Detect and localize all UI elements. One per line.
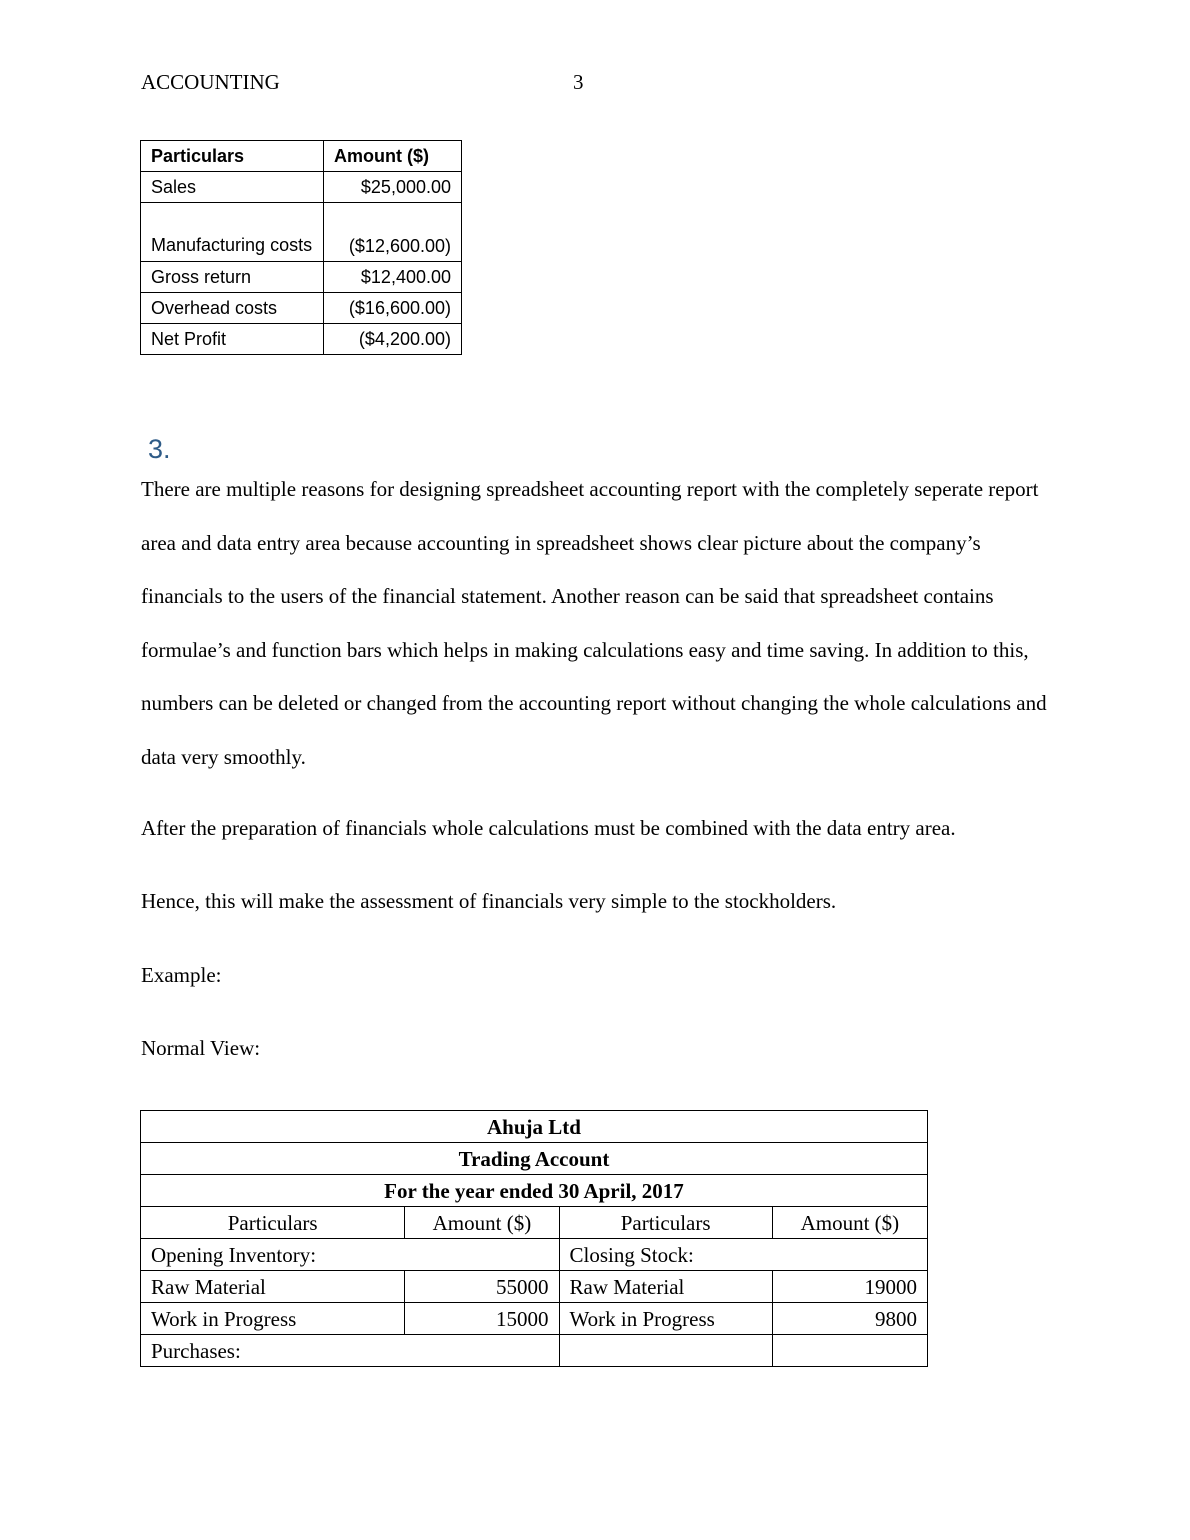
row-amount: $25,000.00 xyxy=(324,172,462,203)
table-row xyxy=(141,1239,928,1271)
closing-stock-label: Closing Stock: xyxy=(559,1239,927,1271)
statement-period: For the year ended 30 April, 2017 xyxy=(141,1175,928,1207)
column-header-particulars: Particulars xyxy=(141,141,324,172)
empty-cell xyxy=(772,1335,927,1367)
normal-view-label: Normal View: xyxy=(141,1036,261,1060)
row-label: Raw Material xyxy=(141,1271,405,1303)
summary-table xyxy=(140,140,462,355)
table-header-row xyxy=(141,1207,928,1239)
table-title-row xyxy=(141,1111,928,1143)
table-row xyxy=(141,1335,928,1367)
column-header-amount-right: Amount ($) xyxy=(772,1207,927,1239)
company-name: Ahuja Ltd xyxy=(141,1111,928,1143)
table-row xyxy=(141,172,462,203)
opening-inventory-label: Opening Inventory: xyxy=(141,1239,560,1271)
example-label: Example: xyxy=(141,963,222,987)
row-label: Sales xyxy=(141,172,324,203)
column-header-particulars-left: Particulars xyxy=(141,1207,405,1239)
row-amount: 55000 xyxy=(405,1271,559,1303)
row-amount: ($4,200.00) xyxy=(324,324,462,355)
body-line-after: After the preparation of financials whole calculations must be combined with the data entry area. xyxy=(141,816,956,840)
table-title-row xyxy=(141,1175,928,1207)
row-amount: ($16,600.00) xyxy=(324,293,462,324)
row-label: Net Profit xyxy=(141,324,324,355)
table-row xyxy=(141,1303,928,1335)
row-amount: 19000 xyxy=(772,1271,927,1303)
table-row xyxy=(141,1271,928,1303)
purchases-label: Purchases: xyxy=(141,1335,560,1367)
statement-title: Trading Account xyxy=(141,1143,928,1175)
row-label: Work in Progress xyxy=(141,1303,405,1335)
row-amount: 9800 xyxy=(772,1303,927,1335)
row-label: Gross return xyxy=(141,262,324,293)
row-amount: $12,400.00 xyxy=(324,262,462,293)
running-header-title: ACCOUNTING xyxy=(141,70,280,94)
body-paragraph: There are multiple reasons for designing spreadsheet accounting report with the completely seperate report area and data entry area because accounting in spreadsheet shows clear picture about the company’s financials to the users of the financial statement. Another reason can be said that spreadsheet contains formulae’s and function bars which helps in making calculations easy and time saving. In addition to this, numbers can be deleted or changed from the accounting report without changing the whole calculations and data very smoothly. xyxy=(141,477,1047,769)
trading-account-table xyxy=(140,1110,928,1367)
table-header-row xyxy=(141,141,462,172)
body-line-hence: Hence, this will make the assessment of financials very simple to the stockholders. xyxy=(141,889,837,913)
row-label: Raw Material xyxy=(559,1271,772,1303)
row-amount: ($12,600.00) xyxy=(324,203,462,262)
page-number: 3 xyxy=(573,70,584,94)
table-row xyxy=(141,262,462,293)
table-row xyxy=(141,324,462,355)
empty-cell xyxy=(559,1335,772,1367)
section-heading: 3. xyxy=(148,434,171,464)
row-label: Overhead costs xyxy=(141,293,324,324)
table-title-row xyxy=(141,1143,928,1175)
row-label: Work in Progress xyxy=(559,1303,772,1335)
column-header-particulars-right: Particulars xyxy=(559,1207,772,1239)
table-row xyxy=(141,203,462,262)
row-label: Manufacturing costs xyxy=(141,203,324,262)
column-header-amount-left: Amount ($) xyxy=(405,1207,559,1239)
table-row xyxy=(141,293,462,324)
column-header-amount: Amount ($) xyxy=(324,141,462,172)
row-amount: 15000 xyxy=(405,1303,559,1335)
